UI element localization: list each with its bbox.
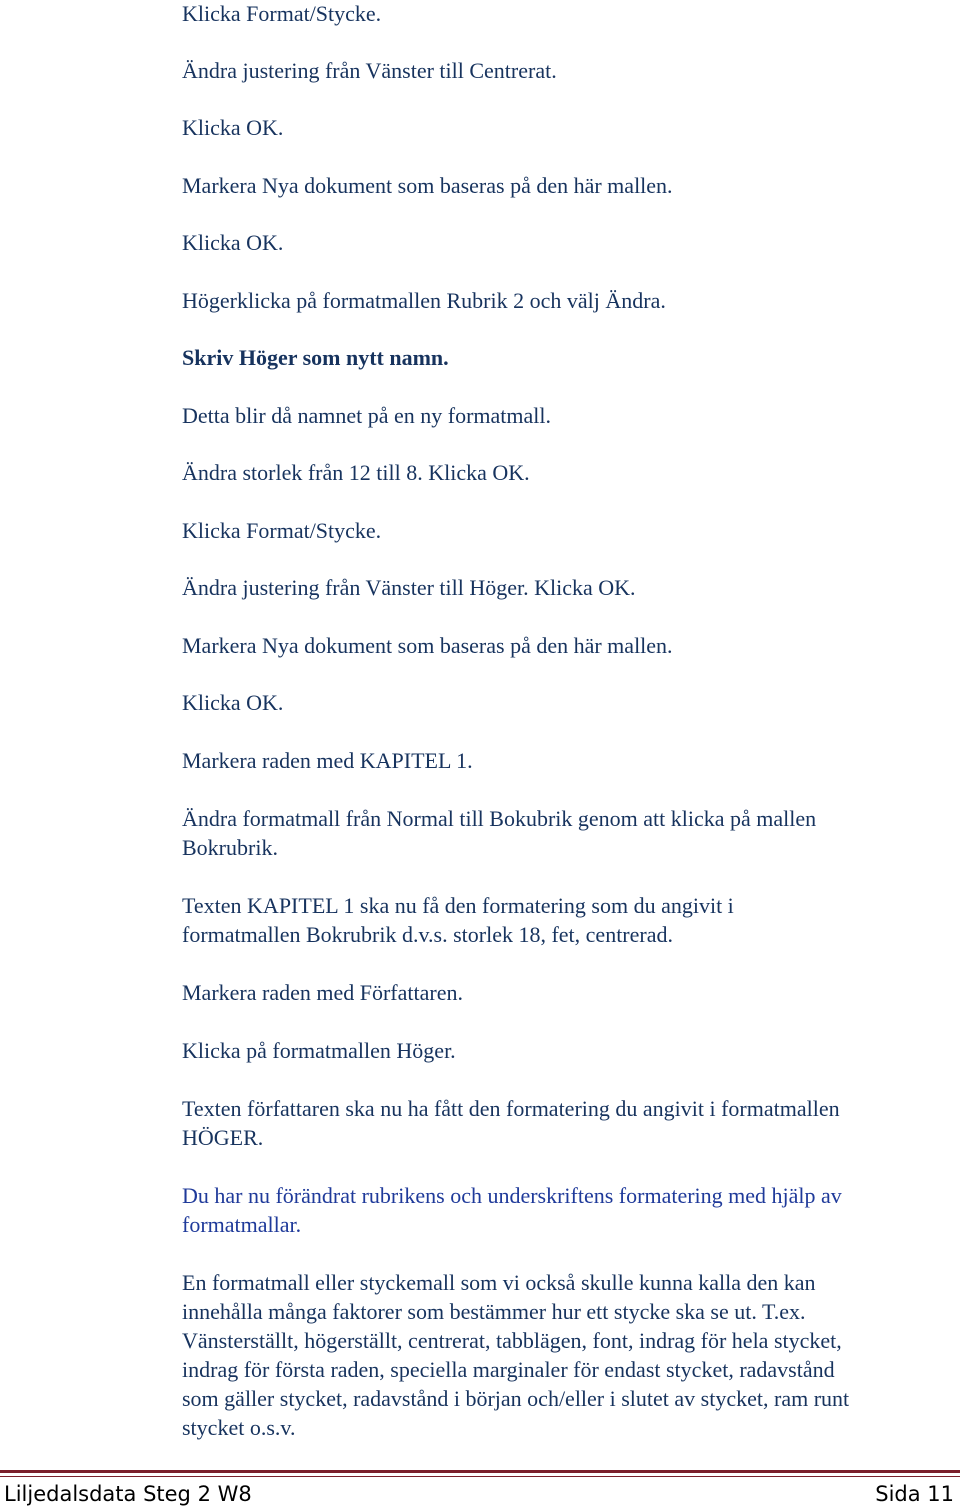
page-footer bbox=[0, 1480, 960, 1511]
line-10: Klicka Format/Stycke. bbox=[182, 518, 382, 543]
page-number: Sida 11 bbox=[875, 1482, 954, 1506]
line-12: Markera Nya dokument som baseras på den här mallen. bbox=[182, 633, 673, 658]
line-23: Du har nu förändrat rubrikens och underskriftens formatering med hjälp av bbox=[182, 1183, 842, 1208]
footer-rule-thick bbox=[0, 1470, 960, 1473]
line-30: stycket o.s.v. bbox=[182, 1415, 296, 1440]
line-20: Klicka på formatmallen Höger. bbox=[182, 1038, 456, 1063]
line-28: indrag för första raden, speciella marginaler för endast stycket, radavstånd bbox=[182, 1357, 835, 1382]
line-3: Klicka OK. bbox=[182, 115, 284, 140]
line-14: Markera raden med KAPITEL 1. bbox=[182, 748, 473, 773]
line-15: Ändra formatmall från Normal till Bokubrik genom att klicka på mallen bbox=[182, 806, 817, 831]
line-25: En formatmall eller styckemall som vi också skulle kunna kalla den kan bbox=[182, 1270, 816, 1295]
line-26: innehålla många faktorer som bestämmer hur ett stycke ska se ut. T.ex. bbox=[182, 1299, 806, 1324]
line-21: Texten författaren ska nu ha fått den formatering du angivit i formatmallen bbox=[182, 1096, 840, 1121]
line-9: Ändra storlek från 12 till 8. Klicka OK. bbox=[182, 460, 530, 485]
line-8: Detta blir då namnet på en ny formatmall. bbox=[182, 403, 551, 428]
line-4: Markera Nya dokument som baseras på den här mallen. bbox=[182, 173, 673, 198]
line-27: Vänsterställt, högerställt, centrerat, tabblägen, font, indrag för hela stycket, bbox=[182, 1328, 842, 1353]
line-16: Bokrubrik. bbox=[182, 835, 278, 860]
line-2: Ändra justering från Vänster till Centrerat. bbox=[182, 58, 557, 83]
line-1: Klicka Format/Stycke. bbox=[182, 1, 382, 26]
line-7-bold: Skriv Höger som nytt namn. bbox=[182, 345, 449, 370]
footer-rule-thin bbox=[0, 1476, 960, 1477]
line-5: Klicka OK. bbox=[182, 230, 284, 255]
line-24: formatmallar. bbox=[182, 1212, 302, 1237]
line-18: formatmallen Bokrubrik d.v.s. storlek 18, fet, centrerad. bbox=[182, 922, 673, 947]
line-13: Klicka OK. bbox=[182, 690, 284, 715]
line-17: Texten KAPITEL 1 ska nu få den formatering som du angivit i bbox=[182, 893, 734, 918]
line-6: Högerklicka på formatmallen Rubrik 2 och välj Ändra. bbox=[182, 288, 666, 313]
line-29: som gäller stycket, radavstånd i början och/eller i slutet av stycket, ram runt bbox=[182, 1386, 850, 1411]
line-19: Markera raden med Författaren. bbox=[182, 980, 463, 1005]
footer-title: Liljedalsdata Steg 2 W8 bbox=[4, 1482, 252, 1506]
line-11: Ändra justering från Vänster till Höger. Klicka OK. bbox=[182, 575, 636, 600]
line-22: HÖGER. bbox=[182, 1125, 264, 1150]
